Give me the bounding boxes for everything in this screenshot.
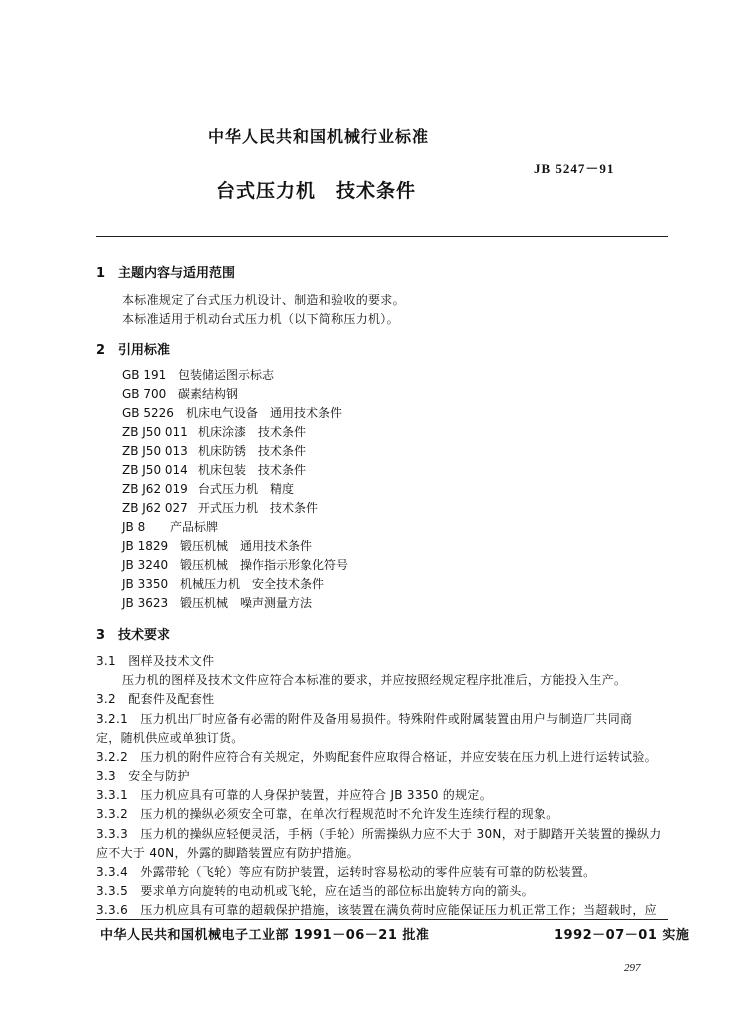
- section-1-heading: 1 主题内容与适用范围: [96, 266, 236, 281]
- reference-item: ZB J62 027 开式压力机 技术条件: [122, 501, 319, 515]
- reference-item: JB 3350 机械压力机 安全技术条件: [122, 577, 325, 591]
- reference-item: ZB J50 014 机床包装 技术条件: [122, 463, 307, 477]
- reference-item: GB 191 包装储运图示标志: [122, 368, 275, 382]
- standard-number: JB 5247－91: [534, 161, 615, 176]
- clause-3-3-heading: 3.3 安全与防护: [96, 769, 190, 783]
- clause-3-3-3-line-1: 3.3.3 压力机的操纵应轻便灵活，手柄（手轮）所需操纵力应不大于 30N，对于脚踏开关装置的操纵力: [96, 827, 662, 841]
- document-title: 台式压力机 技术条件: [216, 180, 417, 202]
- section-3-heading: 3 技术要求: [96, 628, 171, 643]
- section-1-paragraph-1: 本标准规定了台式压力机设计、制造和验收的要求。: [122, 293, 405, 307]
- clause-3-3-4: 3.3.4 外露带轮（飞轮）等应有防护装置，运转时容易松动的零件应装有可靠的防松装置。: [96, 865, 596, 879]
- reference-item: ZB J50 013 机床防锈 技术条件: [122, 444, 307, 458]
- reference-item: GB 5226 机床电气设备 通用技术条件: [122, 406, 343, 420]
- section-1-paragraph-2: 本标准适用于机动台式压力机（以下简称压力机）。: [122, 312, 399, 326]
- reference-item: JB 3240 锻压机械 操作指示形象化符号: [122, 558, 349, 572]
- clause-3-1-heading: 3.1 图样及技术文件: [96, 654, 215, 668]
- reference-item: JB 3623 锻压机械 噪声测量方法: [122, 596, 313, 610]
- industry-standard-header: 中华人民共和国机械行业标准: [208, 127, 430, 146]
- reference-item: ZB J50 011 机床涂漆 技术条件: [122, 425, 307, 439]
- reference-item: JB 1829 锻压机械 通用技术条件: [122, 539, 313, 553]
- page-number: 297: [624, 962, 641, 974]
- clause-3-3-5: 3.3.5 要求单方向旋转的电动机或飞轮，应在适当的部位标出旋转方向的箭头。: [96, 884, 534, 898]
- implementation-date: 1992－07－01 实施: [554, 928, 690, 943]
- clause-3-3-3-line-2: 应不大于 40N，外露的脚踏装置应有防护措施。: [96, 846, 359, 860]
- clause-3-2-1-line-1: 3.2.1 压力机出厂时应备有必需的附件及备用易损件。特殊附件或附属装置由用户与制造厂共同商: [96, 712, 633, 726]
- top-divider: [96, 236, 668, 237]
- section-2-heading: 2 引用标准: [96, 343, 171, 358]
- clause-3-2-heading: 3.2 配套件及配套性: [96, 692, 215, 706]
- clause-3-3-2: 3.3.2 压力机的操纵必须安全可靠，在单次行程规范时不允许发生连续行程的现象。: [96, 807, 559, 821]
- clause-3-2-1-line-2: 定，随机供应或单独订货。: [96, 731, 244, 745]
- clause-3-1-text: 压力机的图样及技术文件应符合本标准的要求，并应按照经规定程序批准后，方能投入生产。: [122, 673, 627, 687]
- bottom-divider: [96, 919, 668, 920]
- reference-item: ZB J62 019 台式压力机 精度: [122, 482, 295, 496]
- clause-3-3-1: 3.3.1 压力机应具有可靠的人身保护装置，并应符合 JB 3350 的规定。: [96, 788, 492, 802]
- clause-3-2-2: 3.2.2 压力机的附件应符合有关规定，外购配套件应取得合格证，并应安装在压力机上进行运转试验。: [96, 750, 657, 764]
- approval-line: 中华人民共和国机械电子工业部 1991－06－21 批准: [100, 928, 430, 943]
- reference-item: JB 8 产品标牌: [122, 520, 219, 534]
- reference-item: GB 700 碳素结构钢: [122, 387, 239, 401]
- clause-3-3-6: 3.3.6 压力机应具有可靠的超载保护措施，该装置在满负荷时应能保证压力机正常工作；当超载时，应: [96, 903, 657, 917]
